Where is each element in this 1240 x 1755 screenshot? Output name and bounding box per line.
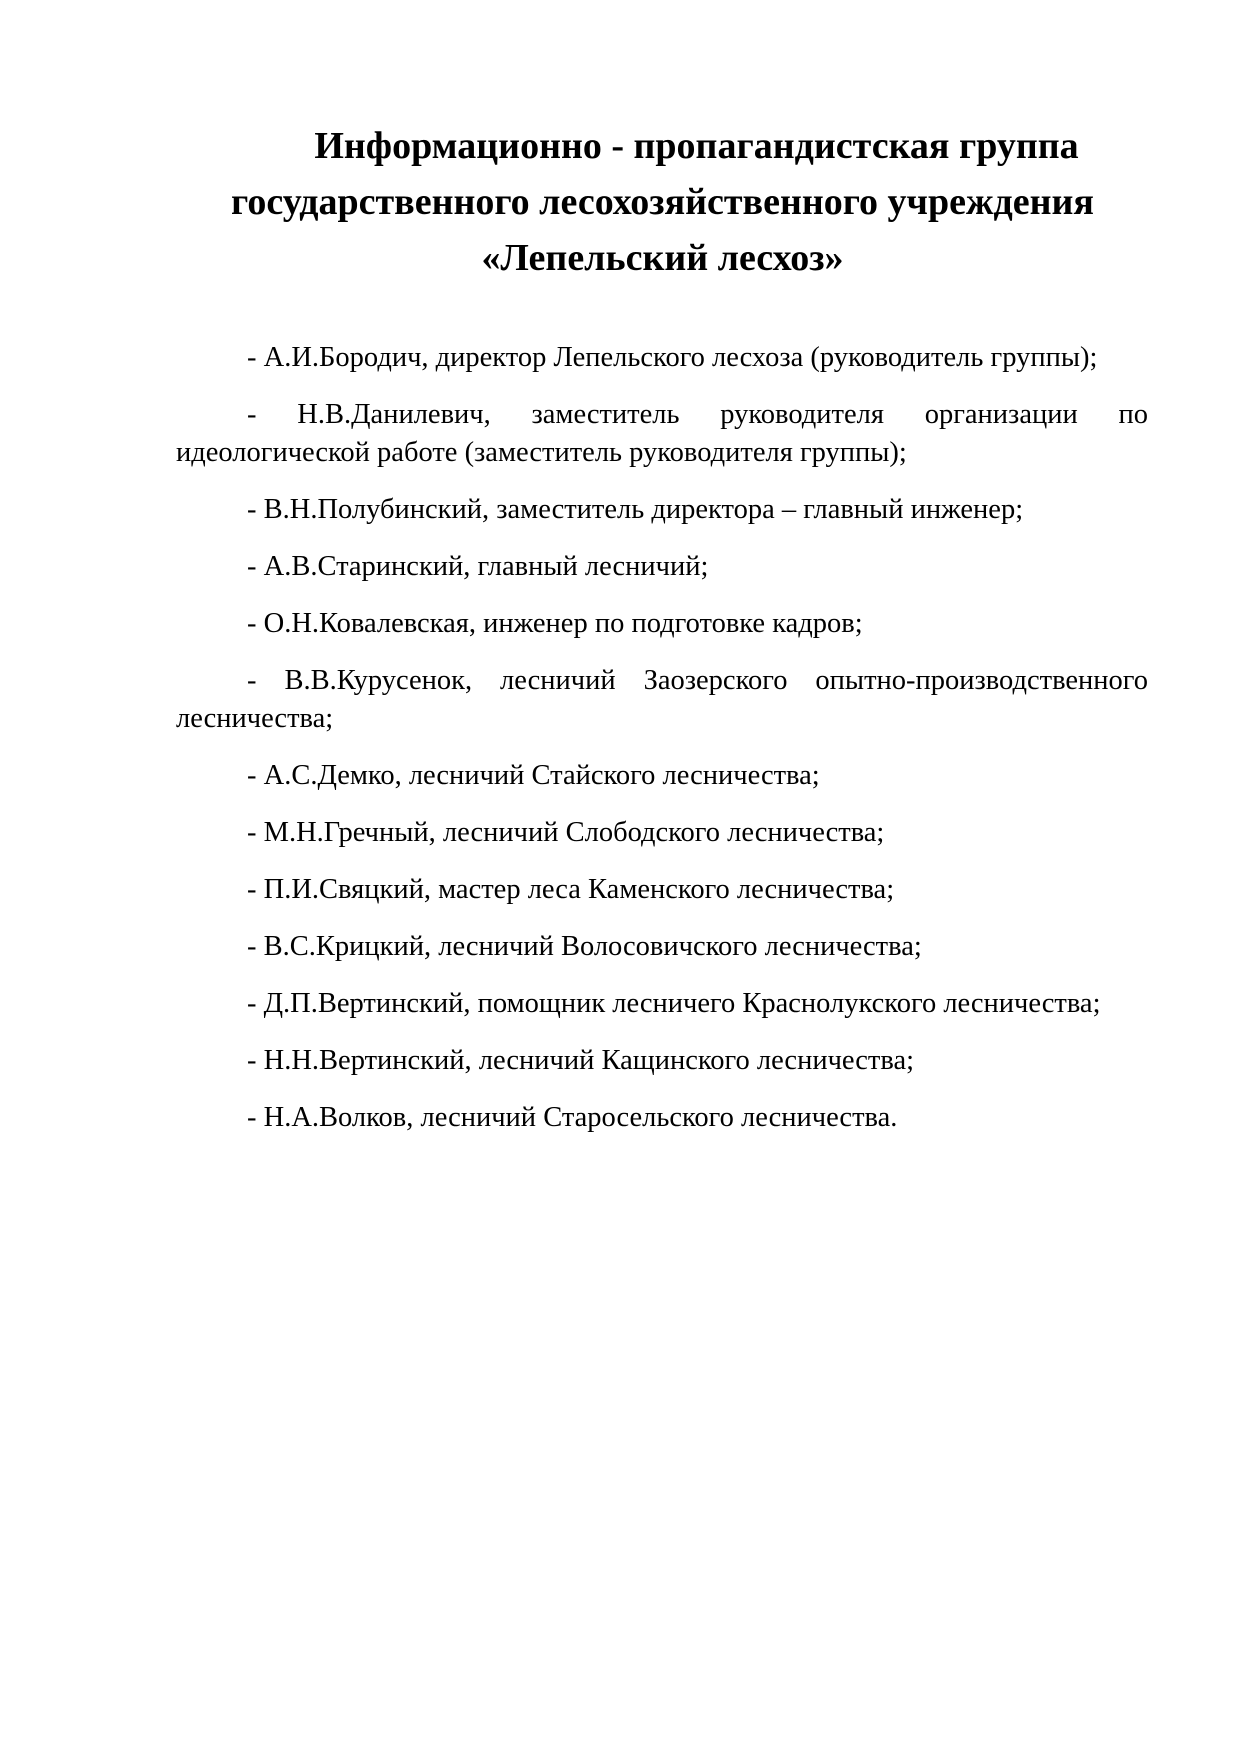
member-item: - В.С.Крицкий, лесничий Волосовичского лесничества; [247,931,922,962]
member-item: - А.В.Старинский, главный лесничий; [247,551,709,582]
document-title [175,118,1150,286]
member-item: - В.В.Курусенок, лесничий Заозерского опытно-производственного лесничества; [176,665,1148,734]
member-item: - Н.Н.Вертинский, лесничий Кащинского лесничества; [247,1045,915,1076]
member-item: - А.С.Демко, лесничий Стайского лесничества; [247,760,820,791]
member-item: - Н.А.Волков, лесничий Старосельского лесничества. [247,1102,898,1133]
member-item: - Н.В.Данилевич, заместитель руководителя организации по идеологической работе (заместитель руководителя группы); [176,399,1148,468]
member-item: - О.Н.Ковалевская, инженер по подготовке кадров; [247,608,863,639]
member-list [176,339,1148,1156]
member-item: - А.И.Бородич, директор Лепельского лесхоза (руководитель группы); [247,342,1098,373]
member-item: - В.Н.Полубинский, заместитель директора – главный инженер; [247,494,1024,525]
title-line: Информационно - пропагандистская группа [314,125,1079,167]
member-item: - М.Н.Гречный, лесничий Слободского лесничества; [247,817,885,848]
member-item: - П.И.Свяцкий, мастер леса Каменского лесничества; [247,874,895,905]
title-line: государственного лесохозяйственного учреждения [231,181,1094,223]
title-line: «Лепельский лесхоз» [481,237,844,279]
member-item: - Д.П.Вертинский, помощник лесничего Краснолукского лесничества; [247,988,1101,1019]
